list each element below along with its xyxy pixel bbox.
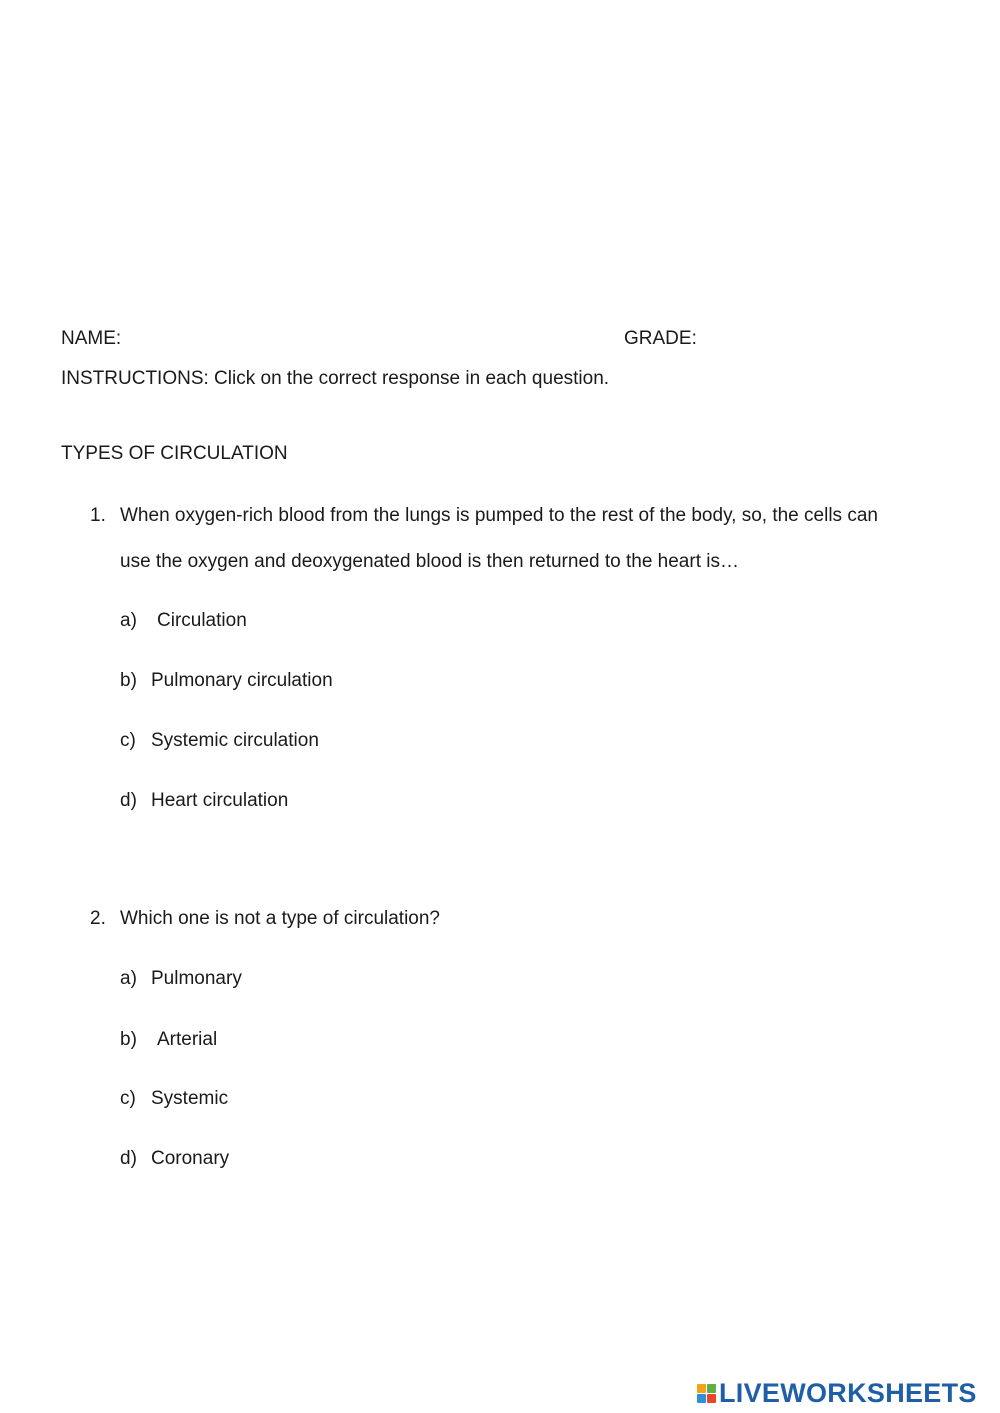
logo-text: LIVEWORKSHEETS bbox=[719, 1378, 977, 1408]
option-text: Coronary bbox=[151, 1148, 230, 1169]
question-number: 2. bbox=[90, 908, 106, 929]
option-text: Pulmonary bbox=[151, 968, 242, 989]
section-title: TYPES OF CIRCULATION bbox=[61, 443, 288, 464]
option-letter: d) bbox=[120, 790, 137, 811]
option-text: Systemic circulation bbox=[151, 730, 319, 751]
liveworksheets-logo bbox=[697, 1378, 977, 1408]
option-text: Circulation bbox=[157, 610, 247, 631]
q2-option-a[interactable] bbox=[120, 967, 242, 991]
option-text: Arterial bbox=[157, 1029, 218, 1050]
option-letter: b) bbox=[120, 1029, 137, 1050]
option-letter: a) bbox=[120, 968, 137, 989]
q1-option-a[interactable] bbox=[120, 609, 247, 633]
instructions-text: INSTRUCTIONS: Click on the correct response in each question. bbox=[61, 368, 610, 389]
question-text: When oxygen-rich blood from the lungs is pumped to the rest of the body, so, the cells can bbox=[120, 505, 878, 526]
name-label: NAME: bbox=[61, 328, 122, 349]
option-text: Pulmonary circulation bbox=[151, 670, 333, 691]
option-letter: a) bbox=[120, 610, 137, 631]
q1-option-b[interactable] bbox=[120, 669, 333, 693]
option-letter: c) bbox=[120, 730, 136, 751]
option-text: Heart circulation bbox=[151, 790, 289, 811]
q1-option-c[interactable] bbox=[120, 729, 319, 753]
q2-option-c[interactable] bbox=[120, 1087, 228, 1111]
option-text: Systemic bbox=[151, 1088, 229, 1109]
question-text: Which one is not a type of circulation? bbox=[120, 908, 441, 929]
question-number: 1. bbox=[90, 505, 106, 526]
logo-tiles-icon bbox=[697, 1384, 716, 1403]
question-1-stem-line1 bbox=[90, 504, 878, 528]
grade-label: GRADE: bbox=[624, 328, 697, 349]
option-letter: d) bbox=[120, 1148, 137, 1169]
option-letter: c) bbox=[120, 1088, 136, 1109]
question-1-stem-line2: use the oxygen and deoxygenated blood is then returned to the heart is… bbox=[120, 551, 739, 572]
q2-option-b[interactable] bbox=[120, 1028, 217, 1052]
q1-option-d[interactable] bbox=[120, 789, 288, 813]
q2-option-d[interactable] bbox=[120, 1147, 229, 1171]
question-2-stem bbox=[90, 907, 440, 931]
option-letter: b) bbox=[120, 670, 137, 691]
